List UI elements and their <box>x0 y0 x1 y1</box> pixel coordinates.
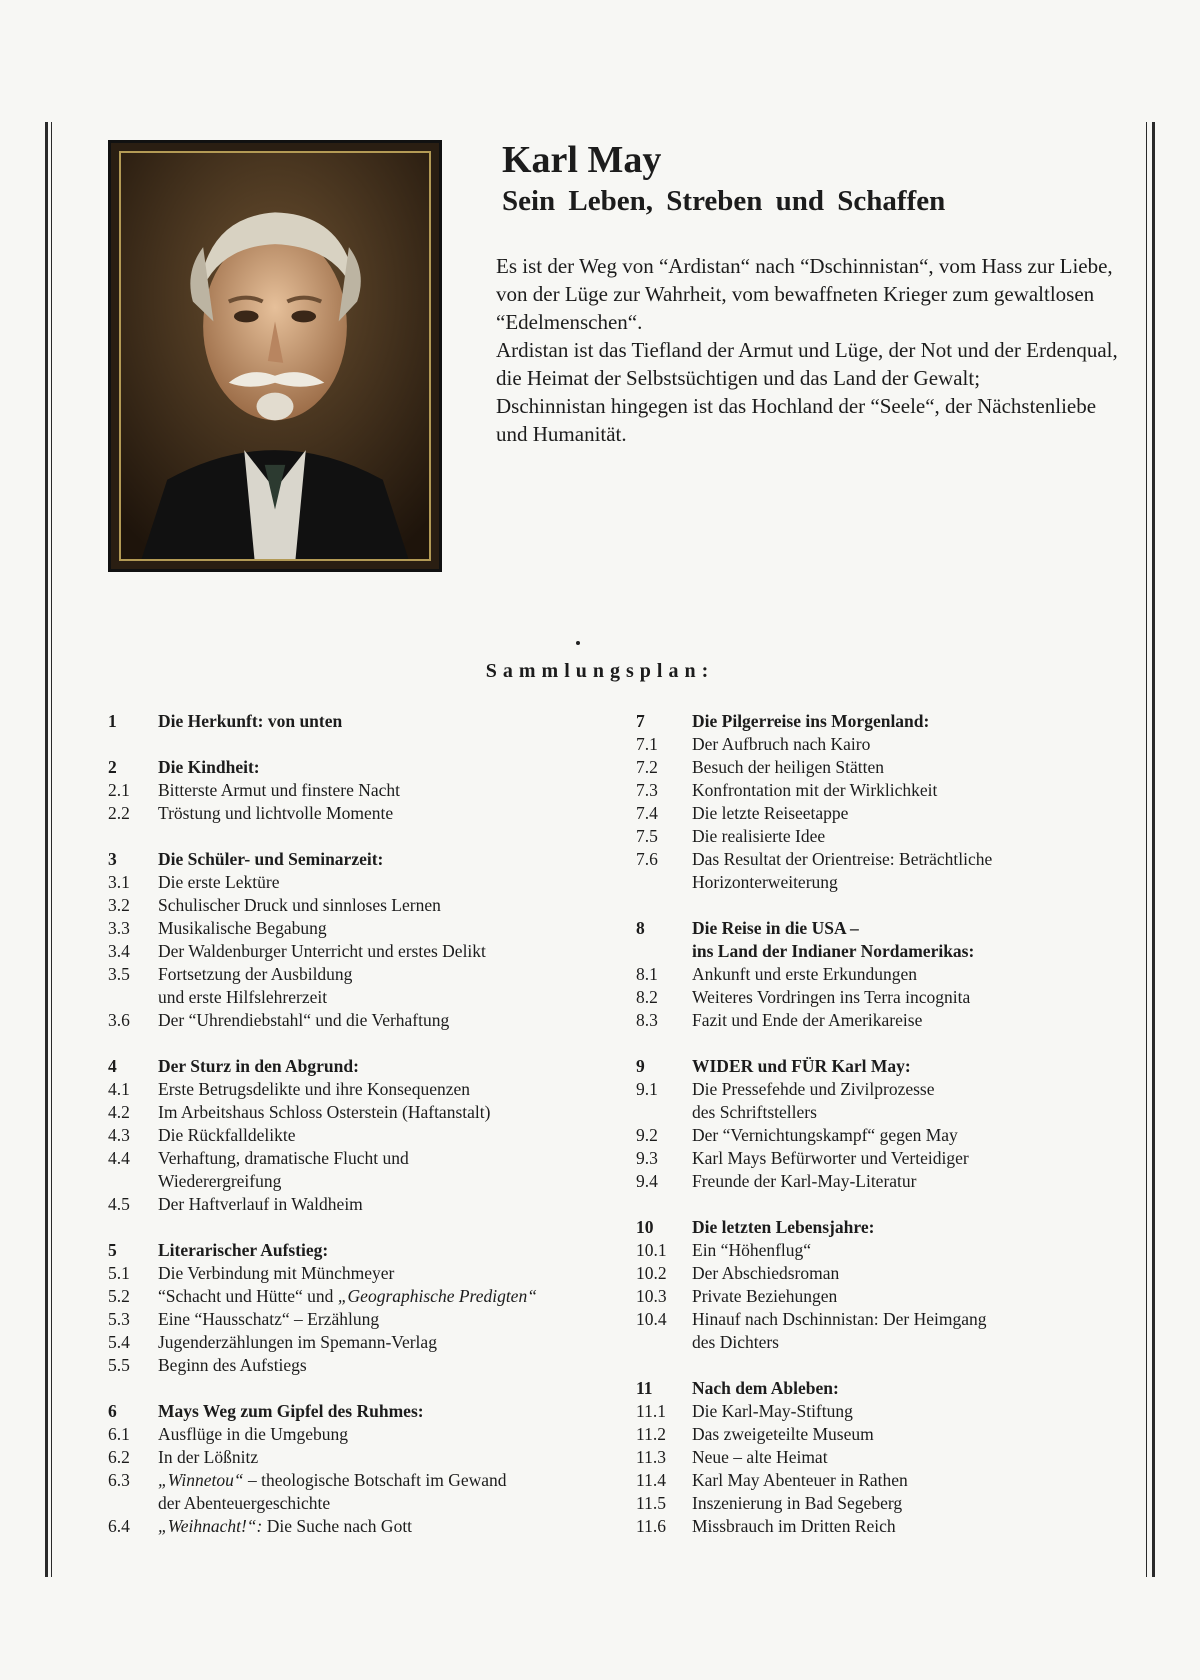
list-item <box>636 986 1136 1009</box>
item-text <box>692 1469 1136 1492</box>
portrait-image <box>108 140 442 572</box>
section-heading <box>108 1239 628 1262</box>
plan-section <box>636 1377 1136 1538</box>
item-text <box>158 986 628 1009</box>
item-number: 8.3 <box>636 1010 658 1030</box>
item-number: 6.4 <box>108 1516 130 1536</box>
item-line: Beginn des Aufstiegs <box>158 1355 307 1375</box>
section-heading <box>108 710 628 733</box>
item-text <box>692 779 1136 802</box>
item-number: 7.3 <box>636 780 658 800</box>
item-number: 7.4 <box>636 803 658 823</box>
item-line: Horizonterweiterung <box>692 872 838 892</box>
item-text <box>158 779 628 802</box>
item-number: 6.3 <box>108 1470 130 1490</box>
item-line: des Dichters <box>692 1332 779 1352</box>
section-title: WIDER und FÜR Karl May: <box>692 1056 911 1076</box>
item-line: Ankunft und erste Erkundungen <box>692 964 918 984</box>
item-line: Freunde der Karl-May-Literatur <box>692 1171 917 1191</box>
item-text <box>692 1101 1136 1124</box>
item-text <box>692 1124 1136 1147</box>
item-line: Konfrontation mit der Wirklichkeit <box>692 780 938 800</box>
list-item <box>636 1400 1136 1423</box>
item-number: 5.5 <box>108 1355 130 1375</box>
item-number: 3.4 <box>108 941 130 961</box>
plan-section <box>636 1055 1136 1193</box>
item-line: In der Lößnitz <box>158 1447 259 1467</box>
list-item <box>108 1469 628 1492</box>
item-number: 4.5 <box>108 1194 130 1214</box>
item-number: 10.4 <box>636 1309 667 1329</box>
item-number: 7.2 <box>636 757 658 777</box>
item-number: 8.2 <box>636 987 658 1007</box>
item-text <box>692 1492 1136 1515</box>
item-line: Besuch der heiligen Stätten <box>692 757 884 777</box>
item-text <box>158 1101 628 1124</box>
item-text <box>158 917 628 940</box>
item-italic-title: „Winnetou“ <box>158 1470 244 1490</box>
plan-section <box>108 1400 628 1538</box>
item-text <box>692 802 1136 825</box>
item-line: “Schacht und Hütte“ und <box>158 1286 338 1306</box>
item-text <box>158 1515 628 1538</box>
item-text <box>158 1354 628 1377</box>
item-italic-title: „Geographische Predigten“ <box>337 1286 537 1306</box>
item-text <box>692 871 1136 894</box>
item-number-spacer <box>636 1331 692 1354</box>
section-number: 1 <box>108 711 117 731</box>
section-heading <box>636 1216 1136 1239</box>
list-item <box>108 1009 628 1032</box>
item-number: 9.1 <box>636 1079 658 1099</box>
list-item <box>108 1423 628 1446</box>
item-line: Die Karl-May-Stiftung <box>692 1401 853 1421</box>
item-line: Missbrauch im Dritten Reich <box>692 1516 896 1536</box>
item-line: Inszenierung in Bad Segeberg <box>692 1493 903 1513</box>
item-line: Der “Uhrendiebstahl“ und die Verhaftung <box>158 1010 450 1030</box>
list-item <box>636 848 1136 871</box>
list-item <box>636 756 1136 779</box>
list-item <box>108 1446 628 1469</box>
item-line: Das Resultat der Orientreise: Beträchtliche <box>692 849 993 869</box>
item-number: 4.4 <box>108 1148 130 1168</box>
section-title: Literarischer Aufstieg: <box>158 1240 329 1260</box>
intro-paragraph: Es ist der Weg von “Ardistan“ nach “Dschinnistan“, vom Hass zur Liebe, von der Lüge zur Wahrheit, vom bewaffneten Krieger zum gewaltlosen “Edelmenschen“. <box>496 254 1113 334</box>
item-line: Private Beziehungen <box>692 1286 838 1306</box>
item-text <box>158 1446 628 1469</box>
item-line: Der Abschiedsroman <box>692 1263 840 1283</box>
section-heading-continued <box>636 940 1136 963</box>
item-text <box>692 1400 1136 1423</box>
section-heading <box>108 848 628 871</box>
list-item <box>108 894 628 917</box>
page-title: Karl May <box>502 139 662 181</box>
list-item <box>636 1492 1136 1515</box>
item-text <box>158 1423 628 1446</box>
list-item <box>108 1285 628 1308</box>
list-item <box>636 779 1136 802</box>
list-item <box>636 1446 1136 1469</box>
section-number: 3 <box>108 849 117 869</box>
item-number-spacer <box>636 871 692 894</box>
item-text <box>692 1147 1136 1170</box>
item-text <box>692 756 1136 779</box>
item-text <box>158 1009 628 1032</box>
section-heading <box>108 756 628 779</box>
section-number: 8 <box>636 918 645 938</box>
item-number: 10.3 <box>636 1286 667 1306</box>
section-title: Mays Weg zum Gipfel des Ruhmes: <box>158 1401 424 1421</box>
item-text <box>158 940 628 963</box>
item-line: Der Waldenburger Unterricht und erstes Delikt <box>158 941 486 961</box>
section-heading <box>636 917 1136 940</box>
item-line: Die Rückfalldelikte <box>158 1125 296 1145</box>
item-line: Die Verbindung mit Münchmeyer <box>158 1263 395 1283</box>
item-line: Neue – alte Heimat <box>692 1447 828 1467</box>
list-item <box>108 1354 628 1377</box>
item-number: 4.3 <box>108 1125 130 1145</box>
list-item <box>108 1147 628 1170</box>
item-text <box>158 1469 628 1492</box>
item-text <box>692 1446 1136 1469</box>
portrait-illustration <box>121 153 429 559</box>
list-item <box>636 733 1136 756</box>
item-number: 9.4 <box>636 1171 658 1191</box>
item-line: Fazit und Ende der Amerikareise <box>692 1010 923 1030</box>
section-heading <box>636 1377 1136 1400</box>
item-line: Tröstung und lichtvolle Momente <box>158 803 394 823</box>
page-subtitle: Sein Leben, Streben und Schaffen <box>502 185 946 217</box>
page-border-left-inner <box>51 122 52 1577</box>
item-number: 8.1 <box>636 964 658 984</box>
item-number: 6.1 <box>108 1424 130 1444</box>
item-line: des Schriftstellers <box>692 1102 817 1122</box>
item-text <box>692 825 1136 848</box>
section-title: Die Reise in die USA – <box>692 918 859 938</box>
item-line: Karl May Abenteuer in Rathen <box>692 1470 908 1490</box>
list-item <box>636 825 1136 848</box>
item-text <box>692 963 1136 986</box>
item-text <box>158 1170 628 1193</box>
plan-section <box>108 1239 628 1377</box>
item-line: Die erste Lektüre <box>158 872 280 892</box>
item-text <box>692 1423 1136 1446</box>
item-text <box>158 1078 628 1101</box>
item-text <box>158 963 628 986</box>
list-item <box>108 1308 628 1331</box>
list-item <box>636 1147 1136 1170</box>
item-number: 7.5 <box>636 826 658 846</box>
item-text <box>692 1170 1136 1193</box>
item-line: Ein “Höhenflug“ <box>692 1240 812 1260</box>
list-item <box>636 802 1136 825</box>
item-number: 3.6 <box>108 1010 130 1030</box>
section-heading <box>108 1400 628 1423</box>
item-line: Musikalische Begabung <box>158 918 327 938</box>
plan-section <box>636 1216 1136 1354</box>
plan-column-left <box>108 710 628 1561</box>
item-text <box>692 848 1136 871</box>
item-text <box>158 1193 628 1216</box>
section-number: 6 <box>108 1401 117 1421</box>
list-item <box>108 963 628 986</box>
list-item <box>636 1239 1136 1262</box>
item-line: Jugenderzählungen im Spemann-Verlag <box>158 1332 437 1352</box>
item-text <box>158 894 628 917</box>
plan-section <box>108 848 628 1032</box>
item-number: 5.2 <box>108 1286 130 1306</box>
list-item <box>108 917 628 940</box>
item-line: Der “Vernichtungskampf“ gegen May <box>692 1125 958 1145</box>
item-line: Die letzte Reiseetappe <box>692 803 849 823</box>
section-heading <box>636 710 1136 733</box>
item-line: Eine “Hausschatz“ – Erzählung <box>158 1309 380 1329</box>
list-item <box>108 802 628 825</box>
item-number: 9.2 <box>636 1125 658 1145</box>
section-title: Nach dem Ableben: <box>692 1378 839 1398</box>
item-number: 3.2 <box>108 895 130 915</box>
item-number: 3.3 <box>108 918 130 938</box>
item-line: Karl Mays Befürworter und Verteidiger <box>692 1148 969 1168</box>
section-title: Die letzten Lebensjahre: <box>692 1217 875 1237</box>
item-number: 6.2 <box>108 1447 130 1467</box>
list-item <box>108 1515 628 1538</box>
item-number: 3.5 <box>108 964 130 984</box>
item-text <box>158 1331 628 1354</box>
plan-section <box>636 917 1136 1032</box>
section-number: 2 <box>108 757 117 777</box>
item-number: 11.1 <box>636 1401 666 1421</box>
list-item <box>108 1124 628 1147</box>
list-item <box>108 1492 628 1515</box>
item-number: 2.2 <box>108 803 130 823</box>
item-number: 11.4 <box>636 1470 666 1490</box>
list-item <box>108 986 628 1009</box>
item-number: 10.1 <box>636 1240 667 1260</box>
list-item <box>636 963 1136 986</box>
item-line: Weiteres Vordringen ins Terra incognita <box>692 987 971 1007</box>
item-italic-title: „Weihnacht!“: <box>158 1516 263 1536</box>
list-item <box>636 1423 1136 1446</box>
intro-paragraph: Ardistan ist das Tiefland der Armut und Lüge, der Not und der Erdenqual, die Heimat der Selbstsüchtigen und das Land der Gewalt; <box>496 338 1118 390</box>
section-number-spacer <box>636 940 692 963</box>
plan-column-right <box>636 710 1136 1561</box>
list-item <box>108 1101 628 1124</box>
section-number: 9 <box>636 1056 645 1076</box>
item-text <box>158 1285 628 1308</box>
item-number: 5.4 <box>108 1332 130 1352</box>
item-line: Die realisierte Idee <box>692 826 826 846</box>
item-text <box>692 1009 1136 1032</box>
list-item <box>636 1285 1136 1308</box>
section-number: 5 <box>108 1240 117 1260</box>
section-heading <box>636 1055 1136 1078</box>
item-number-spacer <box>108 986 158 1009</box>
page-border-left <box>45 122 48 1577</box>
section-number: 4 <box>108 1056 117 1076</box>
list-item <box>108 1262 628 1285</box>
plan-section <box>108 756 628 825</box>
list-item <box>636 1262 1136 1285</box>
item-number: 3.1 <box>108 872 130 892</box>
item-line: Das zweigeteilte Museum <box>692 1424 874 1444</box>
item-number: 11.2 <box>636 1424 666 1444</box>
list-item <box>636 1124 1136 1147</box>
item-text <box>158 871 628 894</box>
decorative-dot <box>576 641 580 645</box>
item-text <box>692 1078 1136 1101</box>
list-item <box>108 779 628 802</box>
item-text <box>692 733 1136 756</box>
item-number: 11.6 <box>636 1516 666 1536</box>
section-title: Die Herkunft: von unten <box>158 711 343 731</box>
page-border-right-inner <box>1146 122 1147 1577</box>
plan-section <box>636 710 1136 894</box>
section-number: 11 <box>636 1378 653 1398</box>
section-title: Die Schüler- und Seminarzeit: <box>158 849 384 869</box>
section-title: ins Land der Indianer Nordamerikas: <box>692 941 975 961</box>
item-number: 7.6 <box>636 849 658 869</box>
list-item <box>636 1515 1136 1538</box>
collection-plan-heading: Sammlungsplan: <box>485 660 715 682</box>
item-text <box>692 1515 1136 1538</box>
item-number: 11.5 <box>636 1493 666 1513</box>
item-line: Hinauf nach Dschinnistan: Der Heimgang <box>692 1309 987 1329</box>
plan-section <box>108 710 628 733</box>
item-line: Verhaftung, dramatische Flucht und <box>158 1148 409 1168</box>
list-item <box>636 1331 1136 1354</box>
item-line: und erste Hilfslehrerzeit <box>158 987 328 1007</box>
item-number: 10.2 <box>636 1263 667 1283</box>
section-number: 10 <box>636 1217 654 1237</box>
item-line: Der Haftverlauf in Waldheim <box>158 1194 363 1214</box>
item-line: Fortsetzung der Ausbildung <box>158 964 353 984</box>
section-number: 7 <box>636 711 645 731</box>
item-number: 9.3 <box>636 1148 658 1168</box>
page-border-right <box>1152 122 1155 1577</box>
list-item <box>108 940 628 963</box>
list-item <box>108 1193 628 1216</box>
section-title: Der Sturz in den Abgrund: <box>158 1056 359 1076</box>
list-item <box>108 1078 628 1101</box>
intro-text <box>496 252 1126 448</box>
item-text <box>158 1147 628 1170</box>
item-text <box>158 802 628 825</box>
item-line: Erste Betrugsdelikte und ihre Konsequenzen <box>158 1079 470 1099</box>
item-text <box>692 1239 1136 1262</box>
section-heading <box>108 1055 628 1078</box>
item-text <box>158 1308 628 1331</box>
list-item <box>636 1308 1136 1331</box>
item-line: – theologische Botschaft im Gewand <box>243 1470 507 1490</box>
section-title: Die Pilgerreise ins Morgenland: <box>692 711 930 731</box>
item-line: Bitterste Armut und finstere Nacht <box>158 780 401 800</box>
item-line: der Abenteuergeschichte <box>158 1493 331 1513</box>
item-text <box>692 986 1136 1009</box>
plan-section <box>108 1055 628 1216</box>
item-line: Die Pressefehde und Zivilprozesse <box>692 1079 935 1099</box>
item-number-spacer <box>636 1101 692 1124</box>
item-number: 2.1 <box>108 780 130 800</box>
item-number-spacer <box>108 1492 158 1515</box>
list-item <box>636 1170 1136 1193</box>
item-number: 11.3 <box>636 1447 666 1467</box>
item-text <box>692 1331 1136 1354</box>
section-title: Die Kindheit: <box>158 757 260 777</box>
list-item <box>108 1170 628 1193</box>
list-item <box>636 871 1136 894</box>
list-item <box>636 1101 1136 1124</box>
item-line: Die Suche nach Gott <box>262 1516 413 1536</box>
list-item <box>108 871 628 894</box>
item-line: Der Aufbruch nach Kairo <box>692 734 871 754</box>
item-text <box>692 1308 1136 1331</box>
item-line: Im Arbeitshaus Schloss Osterstein (Haftanstalt) <box>158 1102 491 1122</box>
item-number: 7.1 <box>636 734 658 754</box>
item-line: Ausflüge in die Umgebung <box>158 1424 349 1444</box>
item-text <box>692 1285 1136 1308</box>
list-item <box>636 1469 1136 1492</box>
list-item <box>108 1331 628 1354</box>
list-item <box>636 1078 1136 1101</box>
intro-paragraph: Dschinnistan hingegen ist das Hochland der “Seele“, der Nächstenliebe und Humanität. <box>496 394 1097 446</box>
item-number: 5.3 <box>108 1309 130 1329</box>
item-text <box>158 1492 628 1515</box>
item-number: 5.1 <box>108 1263 130 1283</box>
item-line: Schulischer Druck und sinnloses Lernen <box>158 895 441 915</box>
list-item <box>636 1009 1136 1032</box>
item-text <box>158 1124 628 1147</box>
item-number: 4.2 <box>108 1102 130 1122</box>
item-text <box>692 1262 1136 1285</box>
item-text <box>158 1262 628 1285</box>
item-number-spacer <box>108 1170 158 1193</box>
item-number: 4.1 <box>108 1079 130 1099</box>
item-line: Wiederergreifung <box>158 1171 282 1191</box>
